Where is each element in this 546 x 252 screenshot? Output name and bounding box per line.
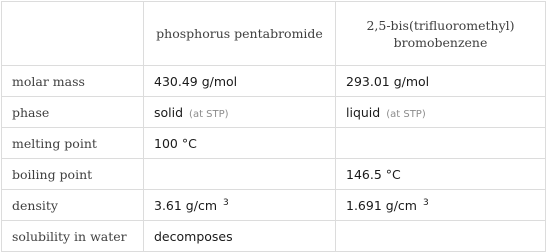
value-text: decomposes (154, 228, 233, 244)
value-note: (at STP) (189, 108, 229, 120)
compound-2-value (336, 128, 546, 159)
value-text: 100 °C (154, 135, 197, 151)
property-label: melting point (2, 128, 144, 159)
compound-2-value (336, 221, 546, 252)
compound-2-value (336, 159, 546, 190)
compound-1-header: phosphorus pentabromide (144, 2, 336, 66)
table-row (2, 221, 546, 252)
compound-2-name-line1: 2,5-bis(trifluoromethyl) (366, 17, 515, 33)
compound-2-name-line2: bromobenzene (393, 34, 488, 50)
compound-1-value (144, 159, 336, 190)
compound-1-value (144, 190, 336, 221)
value-text: 430.49 g/mol (154, 73, 238, 89)
compound-1-value (144, 221, 336, 252)
value-superscript: 3 (223, 197, 229, 208)
table-row (2, 128, 546, 159)
value-text: liquid (346, 104, 381, 120)
property-label: phase (2, 97, 144, 128)
compound-1-value (144, 128, 336, 159)
property-label: molar mass (2, 66, 144, 97)
table-row (2, 66, 546, 97)
header-row (2, 2, 546, 66)
value-text: 1.691 g/cm (346, 197, 417, 213)
value-note: (at STP) (386, 108, 426, 120)
corner-cell (2, 2, 144, 66)
value-superscript: 3 (422, 197, 429, 208)
value-text: 146.5 °C (346, 166, 401, 182)
compound-2-header (336, 2, 546, 66)
compound-1-value (144, 97, 336, 128)
table-row (2, 190, 546, 221)
table-row (2, 159, 546, 190)
compound-2-value (336, 97, 546, 128)
value-text: 293.01 g/mol (346, 73, 430, 89)
property-label: boiling point (2, 159, 144, 190)
value-text: 3.61 g/cm (154, 197, 218, 213)
compound-2-value (336, 66, 546, 97)
property-label: solubility in water (2, 221, 144, 252)
value-text: solid (154, 104, 184, 120)
compound-2-value (336, 190, 546, 221)
property-label: density (2, 190, 144, 221)
properties-table (1, 1, 546, 252)
table-row (2, 97, 546, 128)
compound-1-value (144, 66, 336, 97)
